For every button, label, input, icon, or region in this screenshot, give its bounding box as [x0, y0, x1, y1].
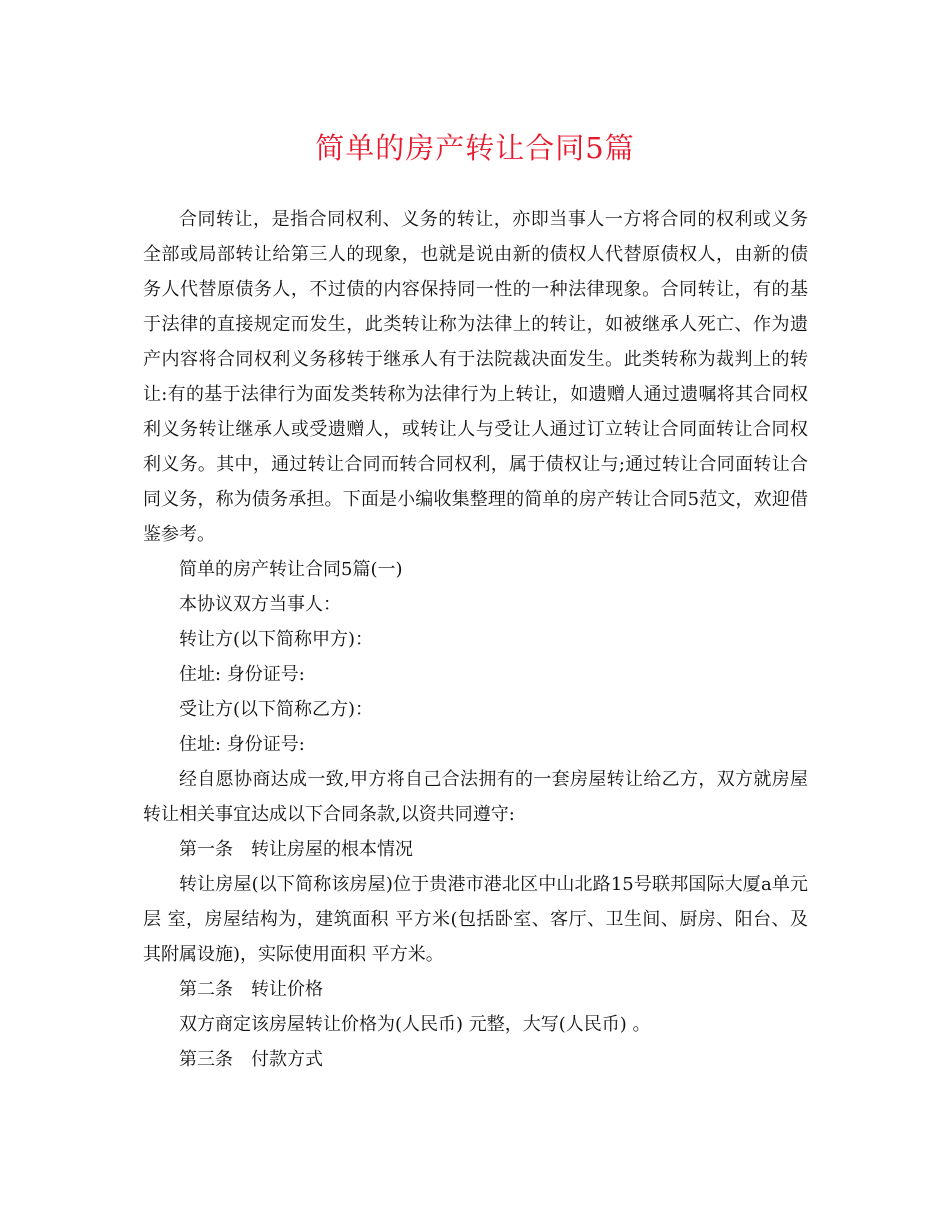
transferee-address-line: 住址: 身份证号:	[179, 734, 305, 755]
agreement-paragraph: 经自愿协商达成一致,甲方将自己合法拥有的一套房屋转让给乙方，双方就房屋转让相关事宜达成以下合同条款,以资共同遵守:	[143, 769, 808, 825]
article-2-number: 第二条	[179, 979, 233, 1000]
article-2-paragraph: 双方商定该房屋转让价格为(人民币) 元整，大写(人民币) 。	[179, 1014, 651, 1035]
article-3-title: 付款方式	[251, 1049, 323, 1070]
intro-paragraph: 合同转让，是指合同权利、义务的转让，亦即当事人一方将合同的权利或义务全部或局部转让给第三人的现象，也就是说由新的债权人代替原债权人，由新的债务人代替原债务人，不过债的内容保持同一性的一种法律现象。合同转让，有的基于法律的直接规定而发生，此类转让称为法律上的转让，如被继承人死亡、作为遗产内容将合同权利义务移转于继承人有于法院裁决面发生。此类转称为裁判上的转让:有的基于法律行为面发类转称为法律行为上转让，如遗赠人通过遗嘱将其合同权利义务转让继承人或受遗赠人，或转让人与受让人通过订立转让合同面转让合同权利义务。其中，通过转让合同而转合同权利，属于债权让与;通过转让合同面转让合同义务，称为债务承担。下面是小编收集整理的简单的房产转让合同5范文，欢迎借鉴参考。	[143, 209, 808, 545]
article-2-title: 转让价格	[251, 979, 323, 1000]
article-2-heading	[143, 972, 808, 1007]
transferee-line: 受让方(以下简称乙方)：	[179, 699, 374, 720]
article-3-heading	[143, 1042, 808, 1077]
article-3-number: 第三条	[179, 1049, 233, 1070]
article-1-heading	[143, 832, 808, 867]
parties-heading: 本协议双方当事人：	[179, 594, 341, 615]
article-1-title: 转让房屋的根本情况	[251, 839, 413, 860]
transferor-address-line: 住址: 身份证号:	[179, 664, 305, 685]
article-1-number: 第一条	[179, 839, 233, 860]
contract-subtitle: 简单的房产转让合同5篇(一)	[179, 559, 403, 580]
document-title: 简单的房产转让合同5篇	[315, 131, 635, 165]
transferor-line: 转让方(以下简称甲方)：	[179, 629, 374, 650]
article-1-paragraph: 转让房屋(以下简称该房屋)位于贵港市港北区中山北路15号联邦国际大厦a单元 层 室，房屋结构为，建筑面积 平方米(包括卧室、客厅、卫生间、厨房、阳台、及其附属设施)，实际使用面积 平方米。	[143, 874, 808, 965]
document-body	[143, 202, 808, 1077]
